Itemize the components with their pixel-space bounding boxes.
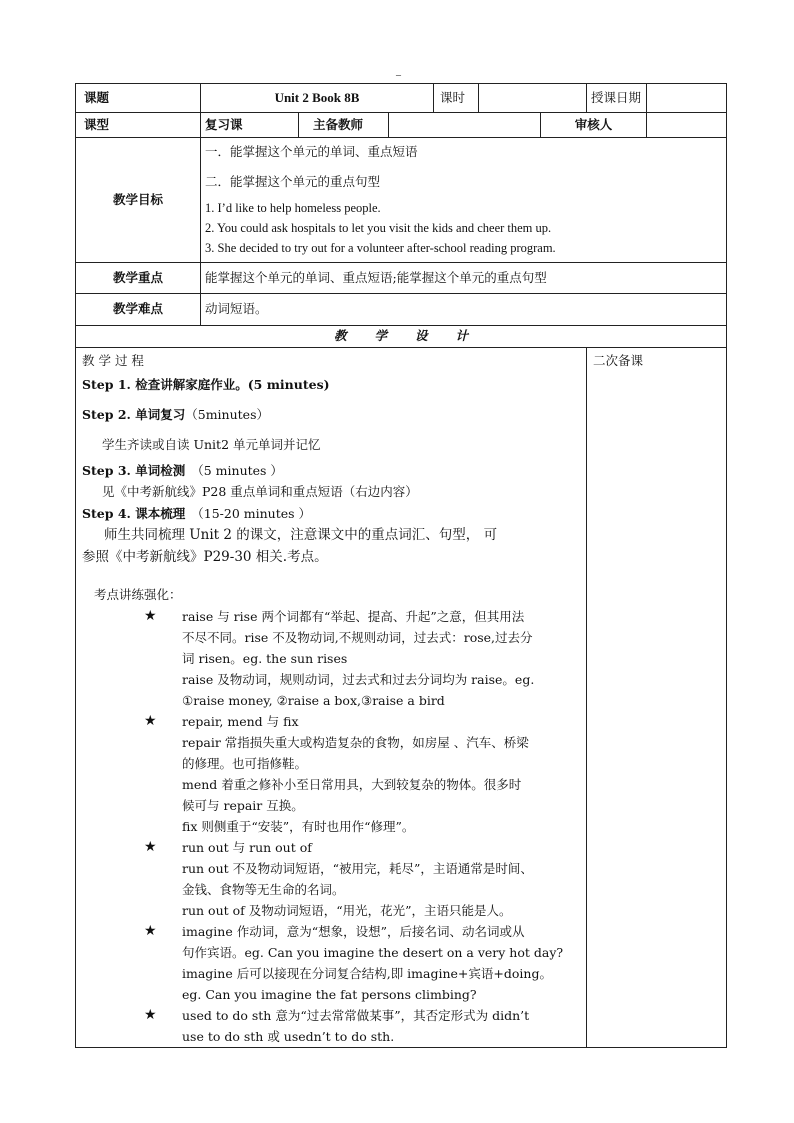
step-3-text: 见《中考新航线》P28 重点单词和重点短语（右边内容）	[102, 484, 418, 499]
step-3-time: （5 minutes ）	[191, 463, 283, 478]
hours-value	[479, 84, 587, 113]
kp4-line-4: eg. Can you imagine the fat persons climbing?	[182, 987, 477, 1002]
knowledge-point-2	[82, 711, 580, 837]
knowledge-point-3	[82, 837, 580, 921]
step-3-label: Step 3. 单词检测	[82, 463, 186, 478]
teacher-label: 主备教师	[299, 113, 389, 138]
design-row	[76, 326, 727, 348]
goals-cell	[201, 138, 727, 263]
kp1-line-4: raise 及物动词，规则动词，过去式和过去分词均为 raise。eg.	[182, 672, 535, 687]
difficulties-label: 教学难点	[76, 294, 201, 326]
header-row-1	[76, 84, 727, 113]
difficulties-value: 动词短语。	[201, 294, 727, 326]
process-title: 教 学 过 程	[82, 353, 144, 368]
key-points-row	[76, 263, 727, 294]
star-icon: ★	[144, 839, 157, 855]
kp2-line-1: repair, mend 与 fix	[182, 714, 299, 729]
goal-line-4: 2. You could ask hospitals to let you visit the kids and cheer them up.	[205, 221, 552, 235]
topic-label: 课题	[76, 84, 201, 113]
kp3-line-1: run out 与 run out of	[182, 840, 312, 855]
kp1-line-1: raise 与 rise 两个词都有“举起、提高、升起”之意，但其用法	[182, 609, 525, 624]
step-2-time: （5minutes）	[185, 407, 269, 422]
date-label: 授课日期	[587, 84, 647, 113]
goal-line-2: 二．能掌握这个单元的重点句型	[205, 174, 381, 189]
step-1: Step 1. 检查讲解家庭作业。(5 minutes)	[82, 377, 330, 392]
goal-line-1: 一．能掌握这个单元的单词、重点短语	[205, 144, 418, 159]
kp4-line-3: imagine 后可以接现在分词复合结构,即 imagine+宾语+doing。	[182, 966, 552, 981]
step-4-line-1: 师生共同梳理 Unit 2 的课文，注意课文中的重点词汇、句型， 可	[104, 527, 498, 543]
process-row	[76, 348, 727, 1048]
kp2-line-5: 候可与 repair 互换。	[182, 798, 304, 813]
kp5-line-2: use to do sth 或 usedn’t to do sth.	[182, 1029, 395, 1044]
goals-label: 教学目标	[76, 138, 201, 263]
difficulties-row	[76, 294, 727, 326]
step-2-text: 学生齐读或自读 Unit2 单元单词并记忆	[102, 437, 321, 452]
reviewer-value	[647, 113, 727, 138]
type-value: 复习课	[201, 113, 299, 138]
knowledge-point-5	[82, 1005, 580, 1047]
kp3-line-3: 金钱、食物等无生命的名词。	[182, 882, 345, 897]
design-title: 教学设计	[76, 326, 727, 348]
lesson-plan-table	[75, 83, 727, 1048]
step-4-line-2: 参照《中考新航线》P29-30 相关.考点。	[82, 549, 328, 565]
key-points-label: 教学重点	[76, 263, 201, 294]
reviewer-label: 审核人	[541, 113, 647, 138]
star-icon: ★	[144, 1007, 157, 1023]
topic-value: Unit 2 Book 8B	[201, 84, 434, 113]
goals-row	[76, 138, 727, 263]
process-cell	[76, 348, 587, 1048]
star-icon: ★	[144, 713, 157, 729]
kp1-line-5: ①raise money, ②raise a box,③raise a bird	[182, 693, 445, 708]
key-points-value: 能掌握这个单元的单词、重点短语;能掌握这个单元的重点句型	[201, 263, 727, 294]
teacher-value	[389, 113, 541, 138]
kp4-line-2: 句作宾语。eg. Can you imagine the desert on a very hot day?	[182, 945, 564, 960]
hours-label: 课时	[434, 84, 479, 113]
kp3-line-2: run out 不及物动词短语，“被用完，耗尽”，主语通常是时间、	[182, 861, 533, 876]
goal-line-3: 1. I’d like to help homeless people.	[205, 201, 381, 215]
second-prep-cell	[587, 348, 727, 1048]
kp2-line-2: repair 常指损失重大或构造复杂的食物，如房屋 、汽车、桥梁	[182, 735, 529, 750]
knowledge-point-1	[82, 606, 580, 711]
kp3-line-4: run out of 及物动词短语，“用光，花光”，主语只能是人。	[182, 903, 512, 918]
type-label: 课型	[76, 113, 201, 138]
kp1-line-2: 不尽不同。rise 不及物动词,不规则动词，过去式：rose,过去分	[182, 630, 533, 645]
kp2-line-3: 的修理。也可指修鞋。	[182, 756, 308, 771]
header-row-2	[76, 113, 727, 138]
step-4-label: Step 4. 课本梳理	[82, 506, 186, 521]
kp1-line-3: 词 risen。eg. the sun rises	[182, 651, 348, 666]
step-2	[82, 404, 580, 426]
kp4-line-1: imagine 作动词，意为“想象，设想”，后接名词、动名词或从	[182, 924, 525, 939]
star-icon: ★	[144, 608, 157, 624]
step-4	[82, 504, 580, 524]
star-icon: ★	[144, 923, 157, 939]
kp5-line-1: used to do sth 意为“过去常常做某事”，其否定形式为 didn’t	[182, 1008, 530, 1023]
knowledge-point-4	[82, 921, 580, 1005]
second-prep-label: 二次备课	[593, 353, 644, 368]
step-2-label: Step 2. 单词复习	[82, 407, 186, 422]
step-4-time: （15-20 minutes ）	[191, 506, 312, 521]
date-value	[647, 84, 727, 113]
goal-line-5: 3. She decided to try out for a volunteer after-school reading program.	[205, 241, 556, 255]
page-mark: –	[396, 70, 401, 81]
kp2-line-6: fix 则侧重于“安装”，有时也用作“修理”。	[182, 819, 415, 834]
drill-title: 考点讲练强化：	[94, 587, 182, 602]
step-3	[82, 460, 580, 482]
kp2-line-4: mend 着重之修补小至日常用具，大到较复杂的物体。很多时	[182, 777, 522, 792]
